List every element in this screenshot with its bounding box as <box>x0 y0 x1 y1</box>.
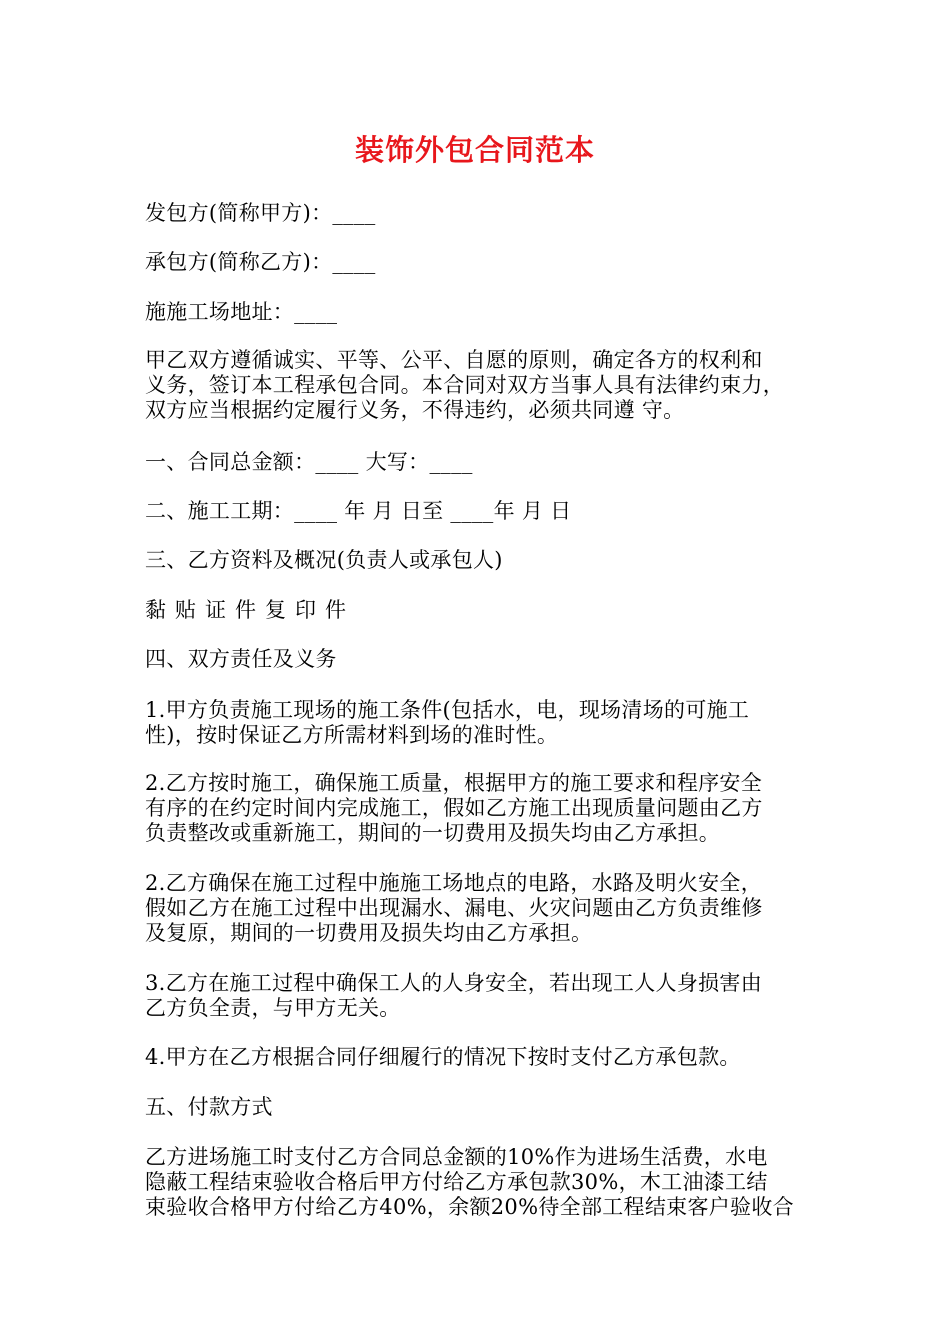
site-address-line: 施施工场地址：____ <box>145 300 338 324</box>
clause-responsibilities: 四、双方责任及义务 <box>145 647 337 671</box>
payment-paragraph <box>145 1145 825 1220</box>
text-line: 2.乙方确保在施工过程中施施工场地点的电路，水路及明火安全， <box>145 871 763 895</box>
clause-construction-period: 二、施工工期：____ 年 月 日至 ____年 月 日 <box>145 499 572 523</box>
party-a-line: 发包方(简称甲方)：____ <box>145 201 376 225</box>
responsibility-item-4: 4.甲方在乙方根据合同仔细履行的情况下按时支付乙方承包款。 <box>145 1045 741 1069</box>
responsibility-item-3 <box>145 971 825 1021</box>
text-line: 乙方负全责，与甲方无关。 <box>145 996 401 1020</box>
text-line: 性)，按时保证乙方所需材料到场的准时性。 <box>145 723 559 747</box>
clause-total-amount: 一、合同总金额：____ 大写：____ <box>145 450 473 474</box>
clause-payment-method: 五、付款方式 <box>145 1095 273 1119</box>
responsibility-item-1 <box>145 698 825 748</box>
text-line: 有序的在约定时间内完成施工，假如乙方施工出现质量问题由乙方 <box>145 796 763 820</box>
text-line: 假如乙方在施工过程中出现漏水、漏电、火灾问题由乙方负责维修 <box>145 896 763 920</box>
text-line: 2.乙方按时施工，确保施工质量，根据甲方的施工要求和程序安全 <box>145 771 763 795</box>
attach-id-copy-note: 黏贴证件复印件 <box>145 598 355 622</box>
text-line: 束验收合格甲方付给乙方40%，余额20%待全部工程结束客户验收合 <box>145 1195 794 1219</box>
responsibility-item-2a <box>145 771 825 846</box>
text-line: 及复原，期间的一切费用及损失均由乙方承担。 <box>145 921 593 945</box>
text-line: 乙方进场施工时支付乙方合同总金额的10%作为进场生活费，水电 <box>145 1145 768 1169</box>
clause-party-b-info: 三、乙方资料及概况(负责人或承包人) <box>145 548 503 572</box>
party-b-line: 承包方(简称乙方)：____ <box>145 250 376 274</box>
text-line: 双方应当根据约定履行义务，不得违约，必须共同遵 守。 <box>145 398 685 422</box>
responsibility-item-2b <box>145 871 825 946</box>
text-line: 负责整改或重新施工，期间的一切费用及损失均由乙方承担。 <box>145 821 721 845</box>
text-line: 甲乙双方遵循诚实、平等、公平、自愿的原则，确定各方的权利和 <box>145 348 763 372</box>
document-title: 装饰外包合同范本 <box>354 133 595 167</box>
intro-paragraph <box>145 348 825 423</box>
text-line: 隐蔽工程结束验收合格后甲方付给乙方承包款30%，木工油漆工结 <box>145 1170 768 1194</box>
text-line: 义务，签订本工程承包合同。本合同对双方当事人具有法律约束力， <box>145 373 784 397</box>
text-line: 3.乙方在施工过程中确保工人的人身安全，若出现工人人身损害由 <box>145 971 763 995</box>
text-line: 1.甲方负责施工现场的施工条件(包括水，电，现场清场的可施工 <box>145 698 750 722</box>
